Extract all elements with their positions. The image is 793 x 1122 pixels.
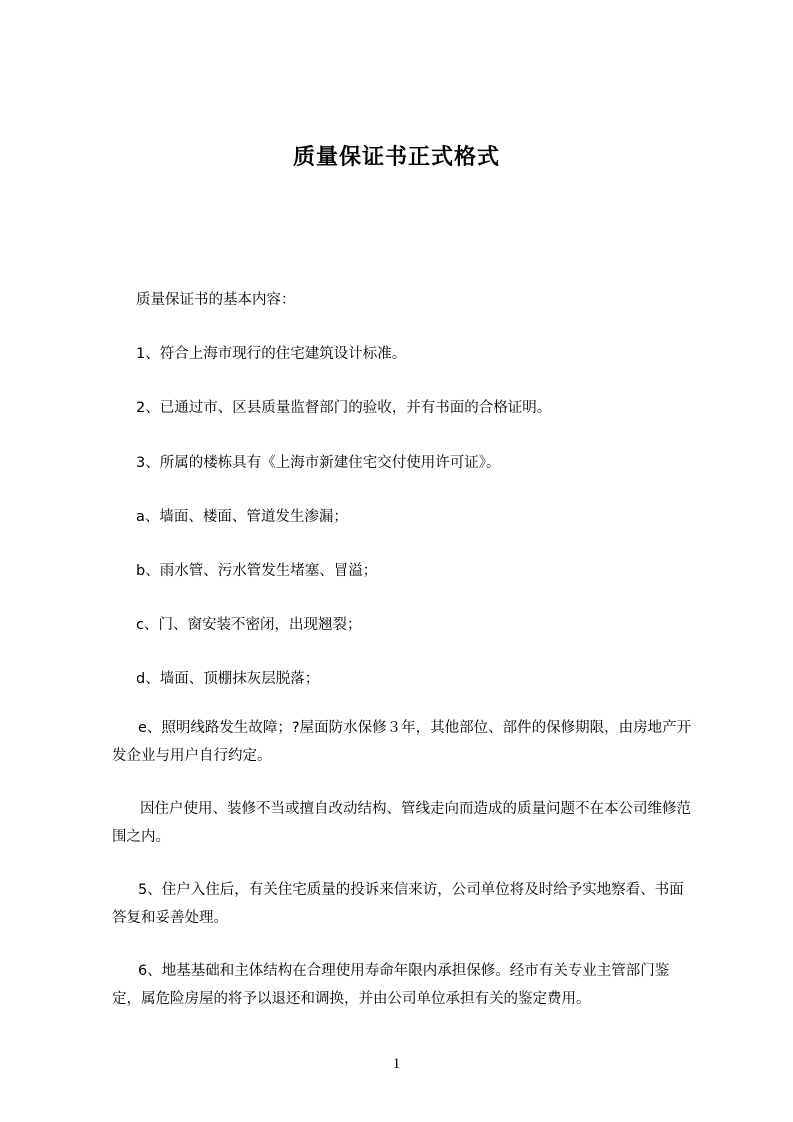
document-title: 质量保证书正式格式 <box>292 145 500 170</box>
paragraph-item-c: c、门、窗安装不密闭，出现翘裂； <box>136 617 362 633</box>
paragraph-item-a: a、墙面、楼面、管道发生渗漏； <box>136 509 348 525</box>
page-number: 1 <box>392 1056 401 1072</box>
paragraph-item-1: 1、符合上海市现行的住宅建筑设计标准。 <box>136 346 407 362</box>
paragraph-item-6: 6、地基基础和主体结构在合理使用寿命年限内承担保修。经市有关专业主管部门鉴定，属危险房屋的将予以退还和调换，并由公司单位承担有关的鉴定费用。 <box>112 963 670 1007</box>
paragraph-item-d: d、墙面、顶棚抹灰层脱落； <box>136 671 320 687</box>
paragraph-item-2: 2、已通过市、区县质量监督部门的验收，并有书面的合格证明。 <box>136 400 552 416</box>
paragraph-intro: 质量保证书的基本内容： <box>136 292 296 308</box>
paragraph-item-5: 5、住户入住后，有关住宅质量的投诉来信来访，公司单位将及时给予实地察看、书面答复和妥善处理。 <box>112 882 684 926</box>
paragraph-item-e: e、照明线路发生故障；?屋面防水保修３年，其他部位、部件的保修期限，由房地产开发企业与用户自行约定。 <box>112 720 692 764</box>
paragraph-exclusion: 因住户使用、装修不当或擅自改动结构、管线走向而造成的质量问题不在本公司维修范围之内。 <box>112 801 691 845</box>
paragraph-item-3: 3、所属的楼栋具有《上海市新建住宅交付使用许可证》。 <box>136 455 501 471</box>
paragraph-item-b: b、雨水管、污水管发生堵塞、冒溢； <box>136 563 378 579</box>
